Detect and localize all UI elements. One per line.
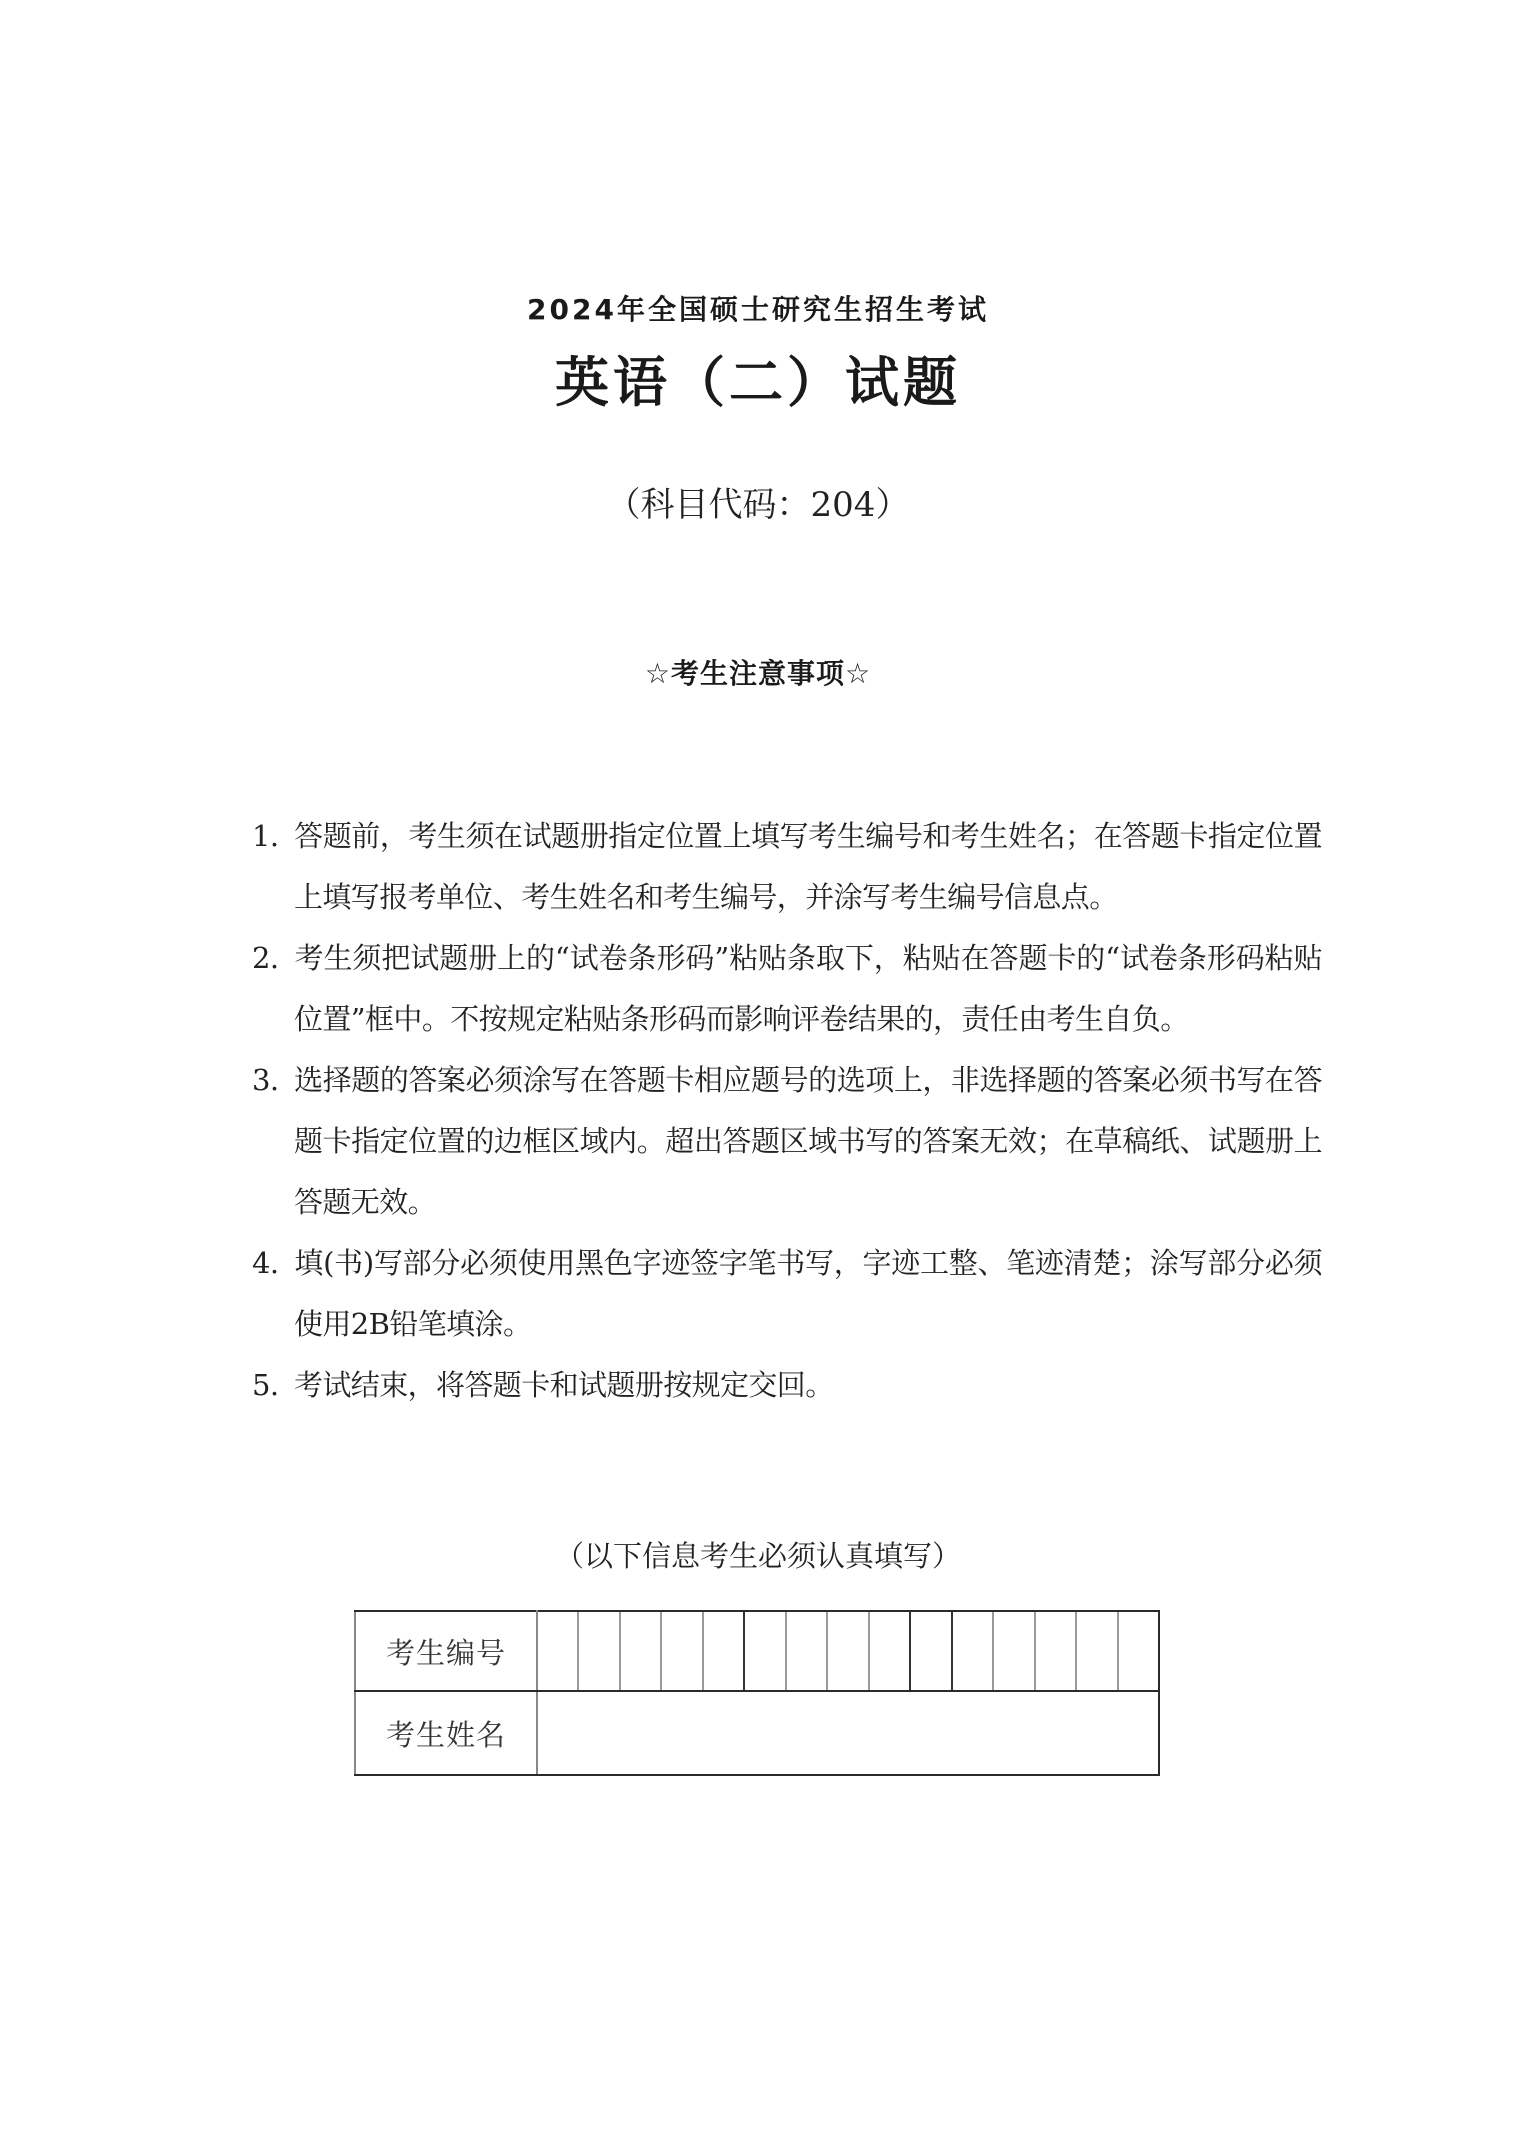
candidate-info-table [354, 1610, 1160, 1776]
notice-title: ☆考生注意事项☆ [644, 657, 872, 690]
candidate-number-digit-box[interactable] [951, 1612, 992, 1690]
notice-number: 5. [252, 1368, 279, 1402]
candidate-number-digit-box[interactable] [577, 1612, 618, 1690]
notice-number: 4. [252, 1246, 279, 1280]
notice-text: 考生须把试题册上的“试卷条形码”粘贴条取下，粘贴在答题卡的“试卷条形码粘贴位置”框中。不按规定粘贴条形码而影响评卷结果的，责任由考生自负。 [294, 941, 1322, 1036]
notice-text: 选择题的答案必须涂写在答题卡相应题号的选项上，非选择题的答案必须书写在答题卡指定位置的边框区域内。超出答题区域书写的答案无效；在草稿纸、试题册上答题无效。 [294, 1063, 1322, 1219]
candidate-number-field[interactable] [537, 1611, 1159, 1691]
candidate-number-digit-box[interactable] [1034, 1612, 1075, 1690]
candidate-number-digit-box[interactable] [1117, 1612, 1158, 1690]
notice-item-1 [252, 806, 1322, 928]
exam-name: 2024年全国硕士研究生招生考试 [527, 293, 989, 326]
notice-item-5 [252, 1355, 1322, 1416]
candidate-name-field[interactable] [537, 1691, 1159, 1775]
notice-list [252, 806, 1322, 1416]
candidate-number-digit-box[interactable] [538, 1612, 577, 1690]
candidate-number-digit-box[interactable] [619, 1612, 660, 1690]
notice-number: 3. [252, 1063, 279, 1097]
notice-number: 1. [252, 819, 279, 853]
paper-title: 英语（二）试题 [555, 351, 961, 414]
candidate-name-input[interactable] [538, 1692, 1158, 1774]
candidate-name-label: 考生姓名 [355, 1691, 537, 1775]
notice-item-2 [252, 928, 1322, 1050]
candidate-number-digit-box[interactable] [992, 1612, 1033, 1690]
candidate-number-digit-box[interactable] [826, 1612, 867, 1690]
candidate-number-digit-box[interactable] [1075, 1612, 1116, 1690]
notice-text: 考试结束，将答题卡和试题册按规定交回。 [294, 1368, 834, 1402]
notice-text: 答题前，考生须在试题册指定位置上填写考生编号和考生姓名；在答题卡指定位置上填写报考单位、考生姓名和考生编号，并涂写考生编号信息点。 [294, 819, 1322, 914]
candidate-number-digit-box[interactable] [660, 1612, 701, 1690]
candidate-number-boxes[interactable] [538, 1612, 1158, 1690]
fill-instruction: （以下信息考生必须认真填写） [554, 1539, 961, 1573]
notice-number: 2. [252, 941, 279, 975]
subject-code: （科目代码：204） [606, 485, 910, 525]
notice-item-3 [252, 1050, 1322, 1233]
candidate-number-row [355, 1611, 1159, 1691]
candidate-number-label: 考生编号 [355, 1611, 537, 1691]
candidate-number-digit-box[interactable] [702, 1612, 743, 1690]
candidate-name-row [355, 1691, 1159, 1775]
notice-text: 填(书)写部分必须使用黑色字迹签字笔书写，字迹工整、笔迹清楚；涂写部分必须使用2B铅笔填涂。 [294, 1246, 1322, 1341]
candidate-number-digit-box[interactable] [868, 1612, 909, 1690]
candidate-number-digit-box[interactable] [743, 1612, 784, 1690]
notice-item-4 [252, 1233, 1322, 1355]
candidate-number-digit-box[interactable] [909, 1612, 950, 1690]
candidate-number-digit-box[interactable] [785, 1612, 826, 1690]
